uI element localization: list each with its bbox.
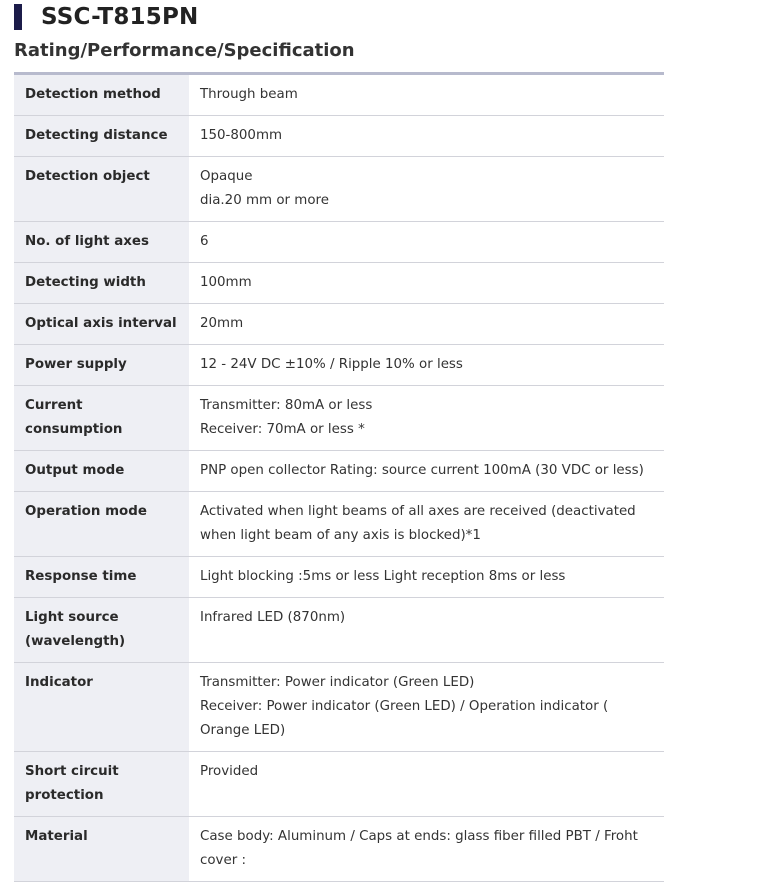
spec-label: Detection method bbox=[14, 75, 189, 116]
table-row bbox=[14, 222, 664, 263]
spec-value bbox=[189, 598, 664, 663]
table-row bbox=[14, 263, 664, 304]
spec-value-line: Transmitter: Power indicator (Green LED) bbox=[200, 675, 475, 690]
table-row bbox=[14, 817, 664, 882]
spec-label: Short circuit protection bbox=[14, 752, 189, 817]
table-row bbox=[14, 557, 664, 598]
spec-value bbox=[189, 663, 664, 752]
title-marker bbox=[14, 4, 22, 30]
product-title-bar bbox=[14, 4, 198, 30]
spec-label: No. of light axes bbox=[14, 222, 189, 263]
spec-value-line: Opaque bbox=[200, 169, 253, 184]
spec-value bbox=[189, 386, 664, 451]
product-title: SSC-T815PN bbox=[41, 4, 199, 30]
spec-value-line: 6 bbox=[200, 234, 209, 249]
spec-value-line: Case body: Aluminum / Caps at ends: glass fiber filled PBT / Froht cover : bbox=[200, 829, 638, 868]
table-row bbox=[14, 157, 664, 222]
spec-value-line: 150-800mm bbox=[200, 128, 283, 143]
spec-label: Current consumption bbox=[14, 386, 189, 451]
spec-label: Material bbox=[14, 817, 189, 882]
table-row bbox=[14, 116, 664, 157]
spec-value-line: 100mm bbox=[200, 275, 252, 290]
spec-value-line: Through beam bbox=[200, 87, 298, 102]
table-row bbox=[14, 304, 664, 345]
spec-label: Detection object bbox=[14, 157, 189, 222]
spec-label: Indicator bbox=[14, 663, 189, 752]
spec-label: Detecting width bbox=[14, 263, 189, 304]
spec-label: Power supply bbox=[14, 345, 189, 386]
spec-label: Light source (wavelength) bbox=[14, 598, 189, 663]
spec-label: Operation mode bbox=[14, 492, 189, 557]
spec-value bbox=[189, 75, 664, 116]
spec-value bbox=[189, 817, 664, 882]
spec-label: Response time bbox=[14, 557, 189, 598]
spec-value bbox=[189, 451, 664, 492]
table-row bbox=[14, 663, 664, 752]
table-row bbox=[14, 75, 664, 116]
spec-value bbox=[189, 157, 664, 222]
spec-value-line: Transmitter: 80mA or less bbox=[200, 398, 373, 413]
spec-value-line: 20mm bbox=[200, 316, 244, 331]
spec-value bbox=[189, 222, 664, 263]
spec-label: Detecting distance bbox=[14, 116, 189, 157]
table-row bbox=[14, 492, 664, 557]
spec-value-line: Light blocking :5ms or less Light reception 8ms or less bbox=[200, 569, 566, 584]
spec-value bbox=[189, 752, 664, 817]
spec-value-line: dia.20 mm or more bbox=[200, 193, 329, 208]
spec-value bbox=[189, 557, 664, 598]
spec-value bbox=[189, 116, 664, 157]
spec-value bbox=[189, 263, 664, 304]
spec-table bbox=[14, 75, 664, 882]
spec-label: Optical axis interval bbox=[14, 304, 189, 345]
spec-value-line: Infrared LED (870nm) bbox=[200, 610, 346, 625]
spec-value-line: 12 - 24V DC ±10% / Ripple 10% or less bbox=[200, 357, 463, 372]
spec-value-line: Activated when light beams of all axes are received (deactivated when light beam of any axis is blocked)*1 bbox=[200, 504, 636, 543]
spec-value bbox=[189, 345, 664, 386]
table-row bbox=[14, 386, 664, 451]
spec-value-line: Receiver: 70mA or less * bbox=[200, 422, 365, 437]
section-title: Rating/Performance/Specification bbox=[14, 40, 355, 61]
spec-value-line: Receiver: Power indicator (Green LED) / Operation indicator ( Orange LED) bbox=[200, 699, 609, 738]
spec-value bbox=[189, 492, 664, 557]
table-row bbox=[14, 451, 664, 492]
spec-label: Output mode bbox=[14, 451, 189, 492]
table-row bbox=[14, 345, 664, 386]
spec-value bbox=[189, 304, 664, 345]
table-row bbox=[14, 598, 664, 663]
spec-value-line: PNP open collector Rating: source current 100mA (30 VDC or less) bbox=[200, 463, 644, 478]
table-row bbox=[14, 752, 664, 817]
spec-value-line: Provided bbox=[200, 764, 259, 779]
